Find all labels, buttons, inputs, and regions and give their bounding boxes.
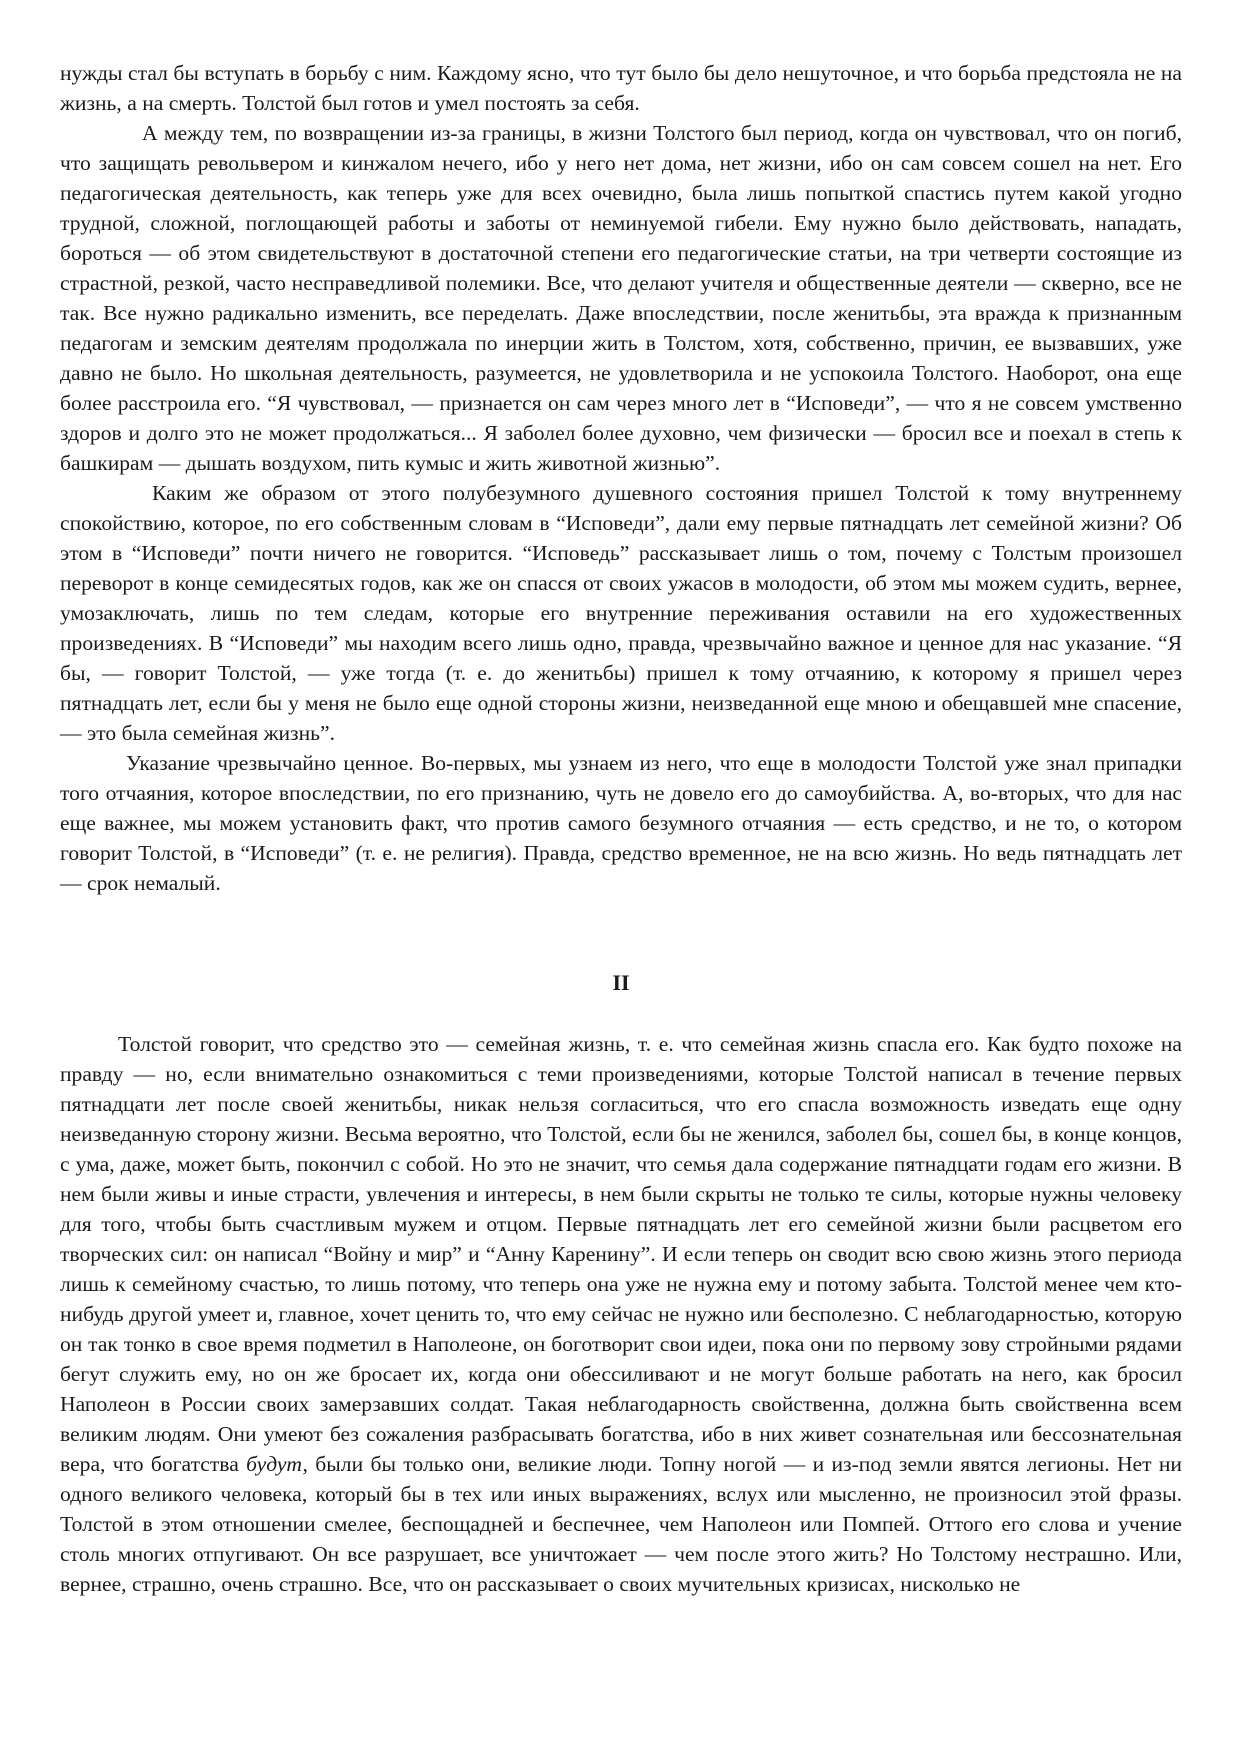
document-page: [60, 58, 1182, 1599]
paragraph-1: нужды стал бы вступать в борьбу с ним. Каждому ясно, что тут было бы дело нешуточное, и что борьба предстояла не на жизнь, а на смерть. Толстой был готов и умел постоять за себя.: [60, 61, 1182, 115]
heading-spacer: [60, 998, 1182, 1029]
paragraph-2: А между тем, по возвращении из-за границы, в жизни Толстого был период, когда он чувствовал, что он погиб, что защищать револьвером и кинжалом нечего, ибо у него нет дома, нет жизни, ибо он сам совсем сошел на нет. Его педагогическая деятельность, как теперь уже для всех очевидно, была лишь попыткой спастись путем какой угодно трудной, сложной, поглощающей работы и заботы от неминуемой гибели. Ему нужно было действовать, нападать, бороться — об этом свидетельствуют в достаточной степени его педагогические статьи, на три четверти состоящие из страстной, резкой, часто несправедливой полемики. Все, что делают учителя и общественные деятели — скверно, все не так. Все нужно радикально изменить, все переделать. Даже впоследствии, после женитьбы, эта вражда к признанным педагогам и земским деятелям продолжала по инерции жить в Толстом, хотя, собственно, причин, ее вызвавших, уже давно не было. Но школьная деятельность, разумеется, не удовлетворила и не успокоила Толстого. Наоборот, она еще более расстроила его. “Я чувствовал, — признается он сам через много лет в “Исповеди”, — что я не совсем умственно здоров и долго это не может продолжаться... Я заболел более духовно, чем физически — бросил все и поехал в степь к башкирам — дышать воздухом, пить кумыс и жить животной жизнью”.: [60, 121, 1182, 475]
section-heading-ii: II: [612, 970, 630, 995]
paragraph-3: Каким же образом от этого полубезумного душевного состояния пришел Толстой к тому внутреннему спокойствию, которое, по его собственным словам в “Исповеди”, дали ему первые пятнадцать лет семейной жизни? Об этом в “Исповеди” почти ничего не говорится. “Исповедь” рассказывает лишь о том, почему с Толстым произошел переворот в конце семидесятых годов, как же он спасся от своих ужасов в молодости, об этом мы можем судить, вернее, умозаключать, лишь по тем следам, которые его внутренние переживания оставили на его художественных произведениях. В “Исповеди” мы находим всего лишь одно, правда, чрезвычайно важное и ценное для нас указание. “Я бы, — говорит Толстой, — уже тогда (т. е. до женитьбы) пришел к тому отчаянию, к которому я пришел через пятнадцать лет, если бы у меня не было еще одной стороны жизни, неизведанной еще мною и обещавшей мне спасение, — это была семейная жизнь”.: [60, 481, 1182, 745]
paragraph-4: Указание чрезвычайно ценное. Во-первых, мы узнаем из него, что еще в молодости Толстой уже знал припадки того отчаяния, которое впоследствии, по его признанию, чуть не довело его до самоубийства. А, во-вторых, что для нас еще важнее, мы можем установить факт, что против самого безумного отчаяния — есть средство, и не то, о котором говорит Толстой, в “Исповеди” (т. е. не религия). Правда, средство временное, не на всю жизнь. Но ведь пятнадцать лет — срок немалый.: [60, 751, 1182, 895]
paragraph-5-text-start: Толстой говорит, что средство это — семейная жизнь, т. е. что семейная жизнь спасла его. Как будто похоже на правду — но, если внимательно ознакомиться с теми произведениями, которые Толстой написал в течение первых пятнадцати лет после своей женитьбы, никак нельзя согласиться, что его спасла возможность изведать еще одну неизведанную сторону жизни. Весьма вероятно, что Толстой, если бы не женился, заболел бы, сошел бы, в конце концов, с ума, даже, может быть, покончил с собой. Но это не значит, что семья дала содержание пятнадцати годам его жизни. В нем были живы и иные страсти, увлечения и интересы, в нем были скрыты не только те силы, которые нужны человеку для того, чтобы быть счастливым мужем и отцом. Первые пятнадцать лет его семейной жизни были расцветом его творческих сил: он написал “Войну и мир” и “Анну Каренину”. И если теперь он сводит всю свою жизнь этого периода лишь к семейному счастью, то лишь потому, что теперь она уже не нужна ему и потому забыта. Толстой менее чем кто-нибудь другой умеет и, главное, хочет ценить то, что ему сейчас не нужно или бесполезно. С неблагодарностью, которую он так тонко в свое время подметил в Наполеоне, он боготворит свои идеи, пока они по первому зову стройными рядами бегут служить ему, но он же бросает их, когда они обессиливают и не могут больше работать на него, как бросил Наполеон в России своих замерзавших солдат. Такая неблагодарность свойственна, должна быть свойственна всем великим людям. Они умеют без сожаления разбрасывать богатства, ибо в них живет сознательная или бессознательная вера, что богатства: [60, 1032, 1182, 1476]
paragraph-5: [60, 1029, 1182, 1599]
paragraph-5-italic-word: будут,: [246, 1452, 308, 1476]
paragraph-5-text-end: были бы только они, великие люди. Топну ногой — и из-под земли явятся легионы. Нет ни одного великого человека, который бы в тех или иных выражениях, вслух или мысленно, не произносил этой фразы. Толстой в этом отношении смелее, беспощадней и беспечнее, чем Наполеон или Помпей. Оттого его слова и учение столь многих отпугивают. Он все разрушает, все уничтожает — чем после этого жить? Но Толстому нестрашно. Или, вернее, страшно, очень страшно. Все, что он рассказывает о своих мучительных кризисах, нисколько не: [60, 1452, 1182, 1596]
